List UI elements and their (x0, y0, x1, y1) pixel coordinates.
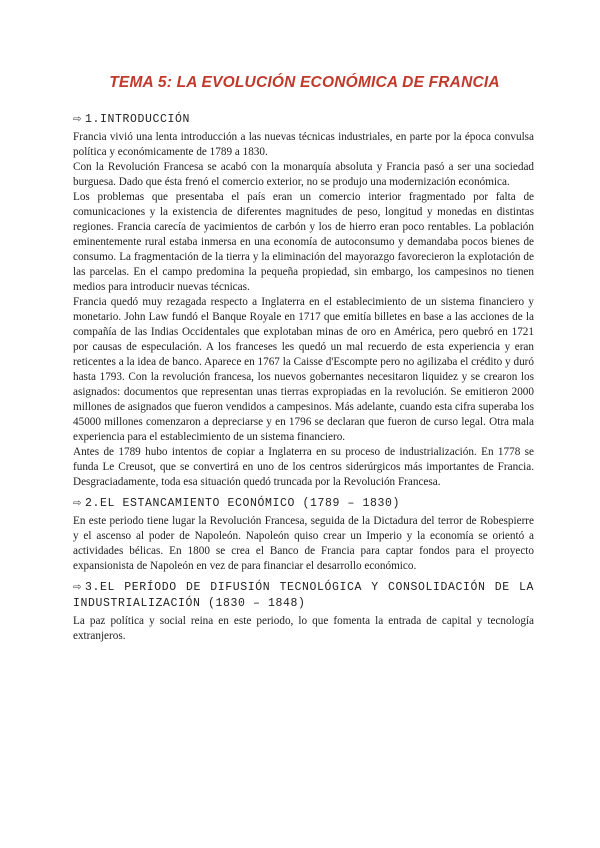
paragraph: Francia quedó muy rezagada respecto a Inglaterra en el establecimiento de un sistema financiero y monetario. John Law fundó el Banque Royale en 1717 que emitía billetes en base a las acciones de la compañía de las Indias Occidentales que explotaban minas de oro en América, pero quebró en 1721 por causas de especulación. A los franceses les quedó un mal recuerdo de esta experiencia y eran reticentes a la idea de banco. Aparece en 1767 la Caisse d'Escompte pero no agilizaba el crédito y duró hasta 1793. Con la revolución francesa, los nuevos gobernantes necesitaron liquidez y se crearon los asignados: documentos que representan unas tierras expropiadas en la revolución. Se emitieron 2000 millones de asignados que fueron vendidos a campesinos. Más adelante, cuando esta cifra superaba los 45000 millones comenzaron a depreciarse y en 1796 se declaran que fueron de curso legal. Otra mala experiencia para el establecimiento de un sistema financiero. (73, 296, 534, 443)
section-heading (73, 112, 534, 128)
paragraph: Antes de 1789 hubo intentos de copiar a Inglaterra en su proceso de industrialización. En 1778 se funda Le Creusot, que se convertirá en uno de los centros siderúrgicos más importantes de Francia. Desgraciadamente, toda esa situación quedó truncada por la Revolución Francesa. (73, 446, 534, 488)
document-title: TEMA 5: LA EVOLUCIÓN ECONÓMICA DE FRANCIA (109, 74, 500, 91)
arrow-right-icon: ⇨ (73, 582, 82, 593)
section-2 (73, 496, 534, 574)
paragraph: Francia vivió una lenta introducción a las nuevas técnicas industriales, en parte por la época convulsa política y económicamente de 1789 a 1830. (73, 131, 534, 158)
section-heading-text: 1.INTRODUCCIÓN (85, 113, 191, 126)
paragraph: Con la Revolución Francesa se acabó con la monarquía absoluta y Francia pasó a ser una sociedad burguesa. Dado que ésta frenó el comercio exterior, no se produjo una modernización económica. (73, 161, 534, 188)
arrow-right-icon: ⇨ (73, 114, 82, 125)
section-heading-text: 2.EL ESTANCAMIENTO ECONÓMICO (1789 – 1830) (85, 497, 401, 510)
section-heading-text: 3.EL PERÍODO DE DIFUSIÓN TECNOLÓGICA Y CONSOLIDACIÓN DE LA INDUSTRIALIZACIÓN (1830 – 1848) (73, 581, 534, 610)
section-1 (73, 112, 534, 490)
paragraph: La paz política y social reina en este periodo, lo que fomenta la entrada de capital y tecnología extranjeros. (73, 615, 534, 642)
paragraph: Los problemas que presentaba el país eran un comercio interior fragmentado por falta de comunicaciones y la existencia de diferentes magnitudes de peso, longitud y monedas en distintas regiones. Francia carecía de yacimientos de carbón y los de hierro eran poco rentables. La población eminentemente rural estaba inmersa en una economía de autoconsumo y demandaba pocos bienes de consumo. La fragmentación de la tierra y la eliminación del mayorazgo favorecieron la explotación de las parcelas. En el campo predomina la pequeña propiedad, sin embargo, los campesinos no tienen medios para introducir nuevas técnicas. (73, 191, 534, 293)
sections-container (73, 112, 534, 644)
section-heading (73, 496, 534, 512)
arrow-right-icon: ⇨ (73, 498, 82, 509)
paragraph: En este periodo tiene lugar la Revolución Francesa, seguida de la Dictadura del terror de Robespierre y el ascenso al poder de Napoleón. Napoleón quiso crear un Imperio y la economía se orientó a actividades bélicas. En 1800 se crea el Banco de Francia para captar fondos para el proyecto expansionista de Napoleón en vez de para financiar el desarrollo económico. (73, 515, 534, 572)
section-heading (73, 580, 534, 612)
section-3 (73, 580, 534, 644)
